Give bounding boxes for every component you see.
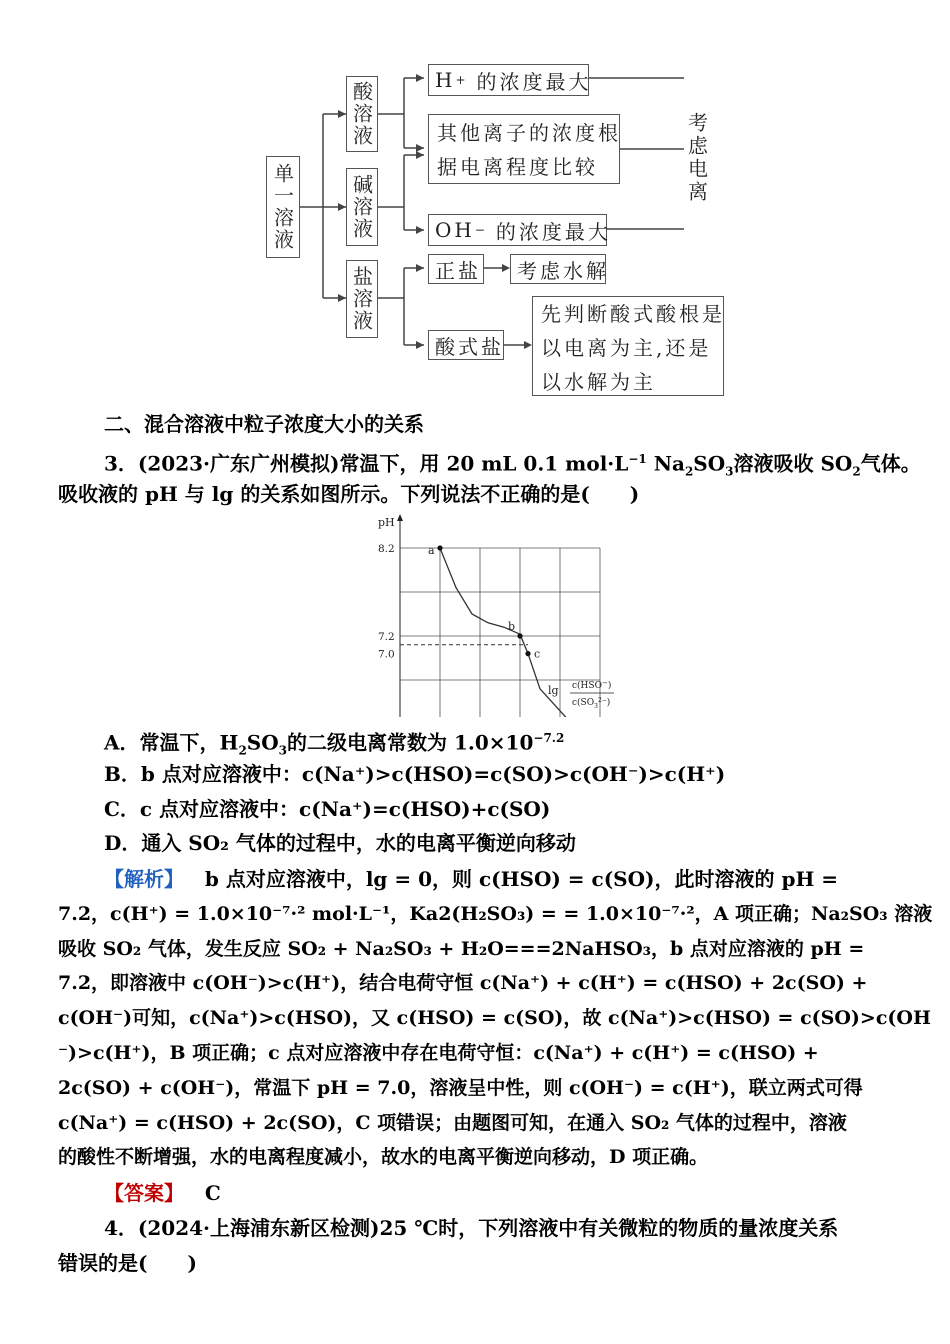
option-d: D．通入 SO₂ 气体的过程中，水的电离平衡逆向移动 — [104, 831, 576, 855]
option-a: A．常温下，$H_2SO_3$的二级电离常数为 $1.0\times 10^{-7.2}$ — [104, 730, 565, 758]
point-a — [437, 545, 442, 550]
base-box: 碱溶液 — [346, 168, 378, 246]
analysis-tag: 【解析】 — [104, 867, 184, 891]
point-c — [525, 651, 530, 656]
point-label-a: a — [428, 544, 435, 557]
section-title: 二、混合溶液中粒子浓度大小的关系 — [104, 412, 424, 436]
root-box: 单一溶液 — [266, 156, 300, 258]
salt-box: 盐溶液 — [346, 260, 378, 338]
analysis-line-2: 7.2，c(H⁺) = 1.0×10⁻⁷·² mol·L⁻¹，Ka2(H₂SO₃) = = 1.0×10⁻⁷·²，A 项正确；Na₂SO₃ 溶液 — [58, 903, 933, 925]
chart-xlabel-num: c(HSO−) — [572, 679, 612, 691]
answer-tag: 【答案】 — [104, 1181, 184, 1205]
point-b — [517, 633, 522, 638]
oh-max-box: OH − 的浓度最大 — [428, 214, 607, 246]
y-axis-arrow — [397, 514, 403, 521]
chart-ylabel: pH — [378, 516, 395, 529]
option-c: C．c 点对应溶液中：c(Na⁺)=c(HSO)+c(SO) — [104, 797, 551, 821]
option-b: B．b 点对应溶液中：c(Na⁺)>c(HSO)=c(SO)>c(OH⁻)>c(H⁺) — [104, 762, 726, 786]
answer-line — [104, 1181, 704, 1205]
analysis-line-7: 2c(SO) + c(OH⁻)，常温下 pH = 7.0，溶液呈中性，则 c(OH⁻) = c(H⁺)，联立两式可得 — [58, 1077, 863, 1099]
q3-stem-line1: 3．(2023·广东广州模拟)常温下，用 20 mL 0.1 $mol\cdot L^{-1}$ $Na_2SO_3$溶液吸收 $SO_2$气体。 — [104, 451, 921, 479]
answer-value: C — [204, 1181, 221, 1205]
analysis-line-9: 的酸性不断增强，水的电离程度减小，故水的电离平衡逆向移动，D 项正确。 — [58, 1146, 709, 1168]
y-tick-label: 8.2 — [378, 543, 395, 555]
acid-salt-box: 酸式盐 — [428, 330, 504, 360]
analysis-line-3: 吸收 SO₂ 气体，发生反应 SO₂ + Na₂SO₃ + H₂O===2NaHSO₃，b 点对应溶液的 pH = — [58, 938, 865, 960]
h-max-box: H + 的浓度最大 — [428, 64, 589, 96]
acid-salt-note-box: 先判断酸式酸根是 以电离为主,还是 以水解为主 — [532, 296, 724, 396]
normal-salt-box: 正盐 — [428, 254, 484, 284]
ph-chart — [360, 512, 660, 717]
analysis-line-1: 【解析】 b 点对应溶液中，lg = 0，则 c(HSO) = c(SO)，此时溶液的 pH = — [104, 867, 839, 891]
chart-xlabel-lg: lg — [548, 684, 559, 697]
consider-hydrolysis-box: 考虑水解 — [510, 254, 606, 284]
point-label-b: b — [508, 620, 516, 633]
analysis-line-6: ⁻)>c(H⁺)，B 项正确；c 点对应溶液中存在电荷守恒：c(Na⁺) + c(H⁺) = c(HSO) + — [58, 1042, 819, 1064]
consider-ionization-label: 考虑电离 — [684, 112, 709, 204]
analysis-line-4: 7.2，即溶液中 c(OH⁻)>c(H⁺)，结合电荷守恒 c(Na⁺) + c(H⁺) = c(HSO) + 2c(SO) + — [58, 972, 868, 994]
y-tick-label: 7.0 — [378, 648, 395, 661]
analysis-line-8: c(Na⁺) = c(HSO) + 2c(SO)，C 项错误；由题图可知，在通入 SO₂ 气体的过程中，溶液 — [58, 1112, 847, 1134]
y-tick-label: 7.2 — [378, 631, 395, 643]
q4-line-2: 错误的是( ) — [58, 1251, 197, 1275]
point-label-c: c — [534, 647, 541, 661]
q3-stem-line2: 吸收液的 pH 与 lg 的关系如图所示。下列说法不正确的是( ) — [58, 482, 640, 506]
other-ions-box: 其他离子的浓度根 据电离程度比较 — [428, 114, 620, 184]
analysis-line-5: c(OH⁻)可知，c(Na⁺)>c(HSO)，又 c(HSO) = c(SO)，故 c(Na⁺)>c(HSO) = c(SO)>c(OH — [58, 1007, 931, 1029]
acid-box: 酸溶液 — [346, 76, 378, 152]
chart-grid — [400, 548, 600, 717]
chart-xlabel-den: $c(SO_3^{2-})$ — [572, 697, 611, 710]
q4-line-1: 4．(2024·上海浦东新区检测)25 ℃时，下列溶液中有关微粒的物质的量浓度关系 — [104, 1216, 839, 1240]
